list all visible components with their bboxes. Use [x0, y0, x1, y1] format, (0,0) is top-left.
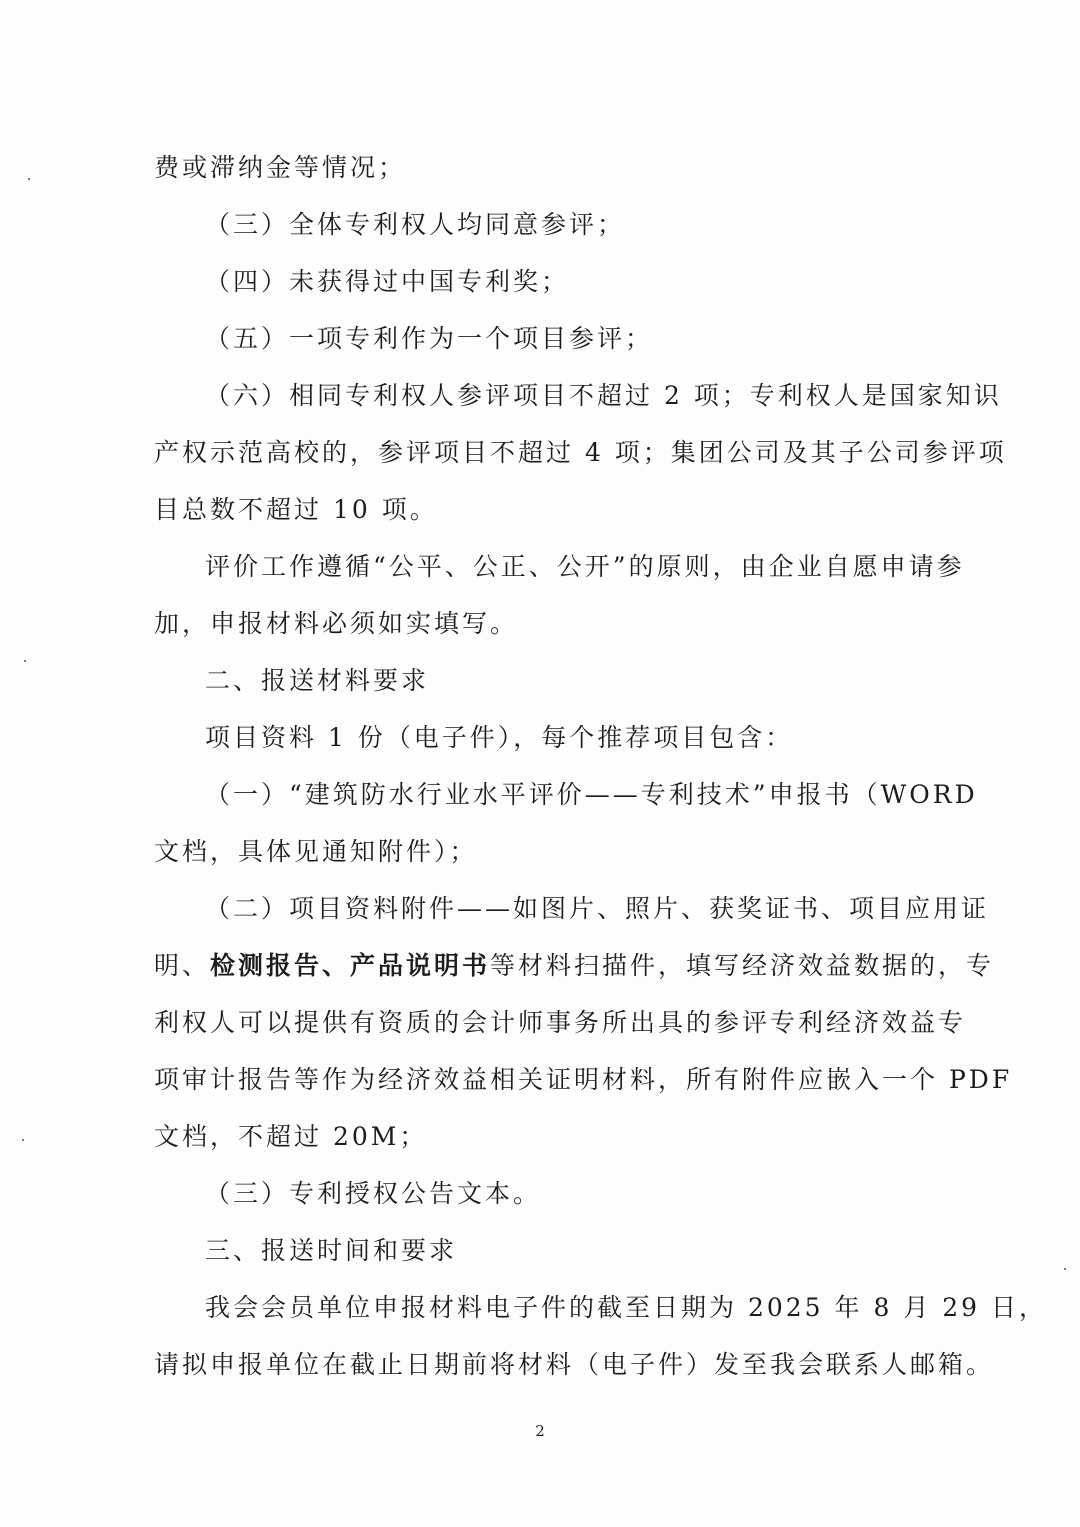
list-item-4: （四）未获得过中国专利奖；	[205, 267, 570, 296]
list-item-6: （六）相同专利权人参评项目不超过 2 项；专利权人是国家知识	[205, 381, 1002, 410]
section-heading-3: 三、报送时间和要求	[205, 1236, 458, 1265]
text-line: 利权人可以提供有资质的会计师事务所出具的参评专利经济效益专	[154, 1008, 967, 1037]
text-segment: 明、	[154, 951, 211, 980]
material-item-1: （一）“建筑防水行业水平评价——专利技术”申报书（WORD	[205, 780, 978, 809]
material-item-2: （二）项目资料附件——如图片、照片、获奖证书、项目应用证	[205, 894, 990, 923]
section-heading-2: 二、报送材料要求	[205, 666, 430, 695]
scan-speck	[28, 178, 30, 180]
text-line: 文档，具体见通知附件）；	[154, 837, 478, 866]
text-segment: 等材料扫描件，填写经济效益数据的，专	[490, 951, 995, 980]
text-line: 项审计报告等作为经济效益相关证明材料，所有附件应嵌入一个 PDF	[154, 1065, 1013, 1094]
material-item-3: （三）专利授权公告文本。	[205, 1179, 542, 1208]
text-line-mixed	[154, 946, 994, 982]
list-item-5: （五）一项专利作为一个项目参评；	[205, 324, 654, 353]
scan-speck	[1064, 1268, 1066, 1270]
scan-speck	[22, 1139, 24, 1141]
page-number: 2	[535, 1422, 545, 1440]
text-line: 目总数不超过 10 项。	[154, 495, 438, 524]
text-line: 费或滞纳金等情况；	[154, 153, 407, 182]
bold-text-segment: 检测报告、产品说明书	[210, 951, 491, 980]
deadline-paragraph: 我会会员单位申报材料电子件的截至日期为 2025 年 8 月 29 日，	[205, 1293, 1048, 1322]
list-item-3: （三）全体专利权人均同意参评；	[205, 210, 626, 239]
scan-speck	[24, 660, 26, 662]
text-line: 请拟申报单位在截止日期前将材料（电子件）发至我会联系人邮箱。	[154, 1350, 995, 1379]
text-line: 文档，不超过 20M；	[154, 1122, 428, 1151]
paragraph-principle: 评价工作遵循“公平、公正、公开”的原则，由企业自愿申请参	[205, 552, 965, 581]
text-line: 项目资料 1 份（电子件），每个推荐项目包含：	[205, 723, 794, 752]
text-line: 产权示范高校的，参评项目不超过 4 项；集团公司及其子公司参评项	[154, 438, 1007, 467]
text-line: 加，申报材料必须如实填写。	[154, 609, 519, 638]
